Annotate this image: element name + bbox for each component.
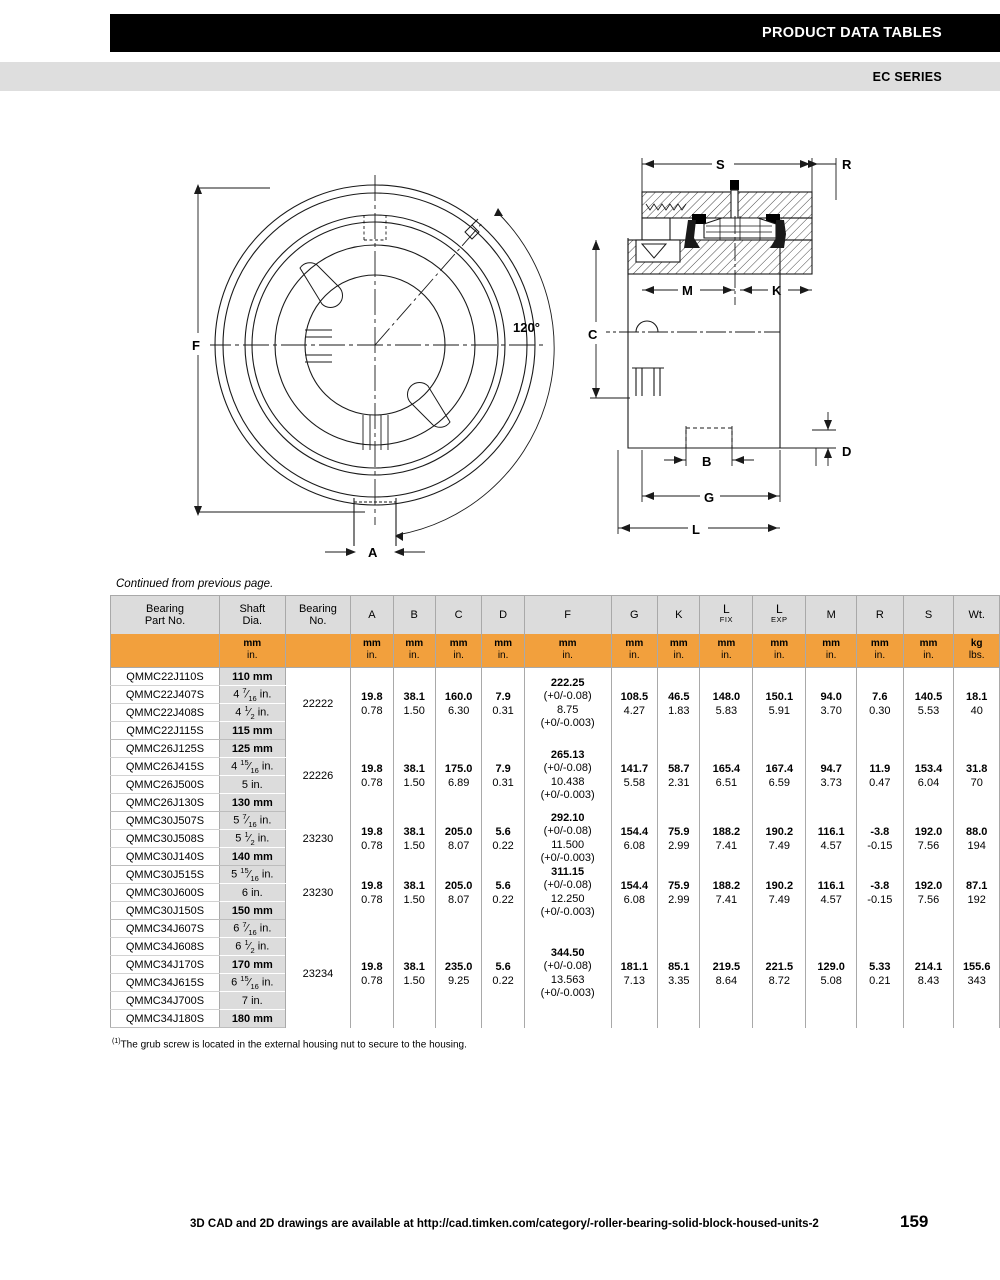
dim-g-cell: 141.7 5.58 — [611, 740, 658, 812]
dim-r-cell: -3.8 -0.15 — [857, 812, 904, 866]
bearing-part-no-cell: QMMC26J125S — [111, 740, 220, 758]
dim-d-cell: 5.6 0.22 — [482, 812, 524, 866]
dim-g-cell: 154.4 6.08 — [611, 812, 658, 866]
dim-lexp-cell: 167.4 6.59 — [753, 740, 806, 812]
shaft-dia-cell: 6 in. — [220, 884, 286, 902]
dim-m-cell: 116.1 4.57 — [806, 866, 857, 920]
column-header-r: R — [857, 596, 904, 634]
dimension-label-A: A — [368, 545, 378, 560]
dim-k-cell: 75.9 2.99 — [658, 812, 700, 866]
dim-g-cell: 181.1 7.13 — [611, 920, 658, 1028]
bearing-part-no-cell: QMMC34J608S — [111, 938, 220, 956]
product-data-tables-banner — [110, 14, 1000, 52]
dim-f-cell: 222.25 (+0/-0.08) 8.75 (+0/-0.003) — [524, 668, 611, 740]
dim-lfix-cell: 148.0 5.83 — [700, 668, 753, 740]
dim-b-cell: 38.1 1.50 — [393, 920, 435, 1028]
bearing-part-no-cell: QMMC22J407S — [111, 686, 220, 704]
bearing-part-no-cell: QMMC22J110S — [111, 668, 220, 686]
dim-m-cell: 94.0 3.70 — [806, 668, 857, 740]
units-cell-10: mm in. — [700, 634, 753, 668]
dim-k-cell: 85.1 3.35 — [658, 920, 700, 1028]
shaft-dia-cell: 4 $^7⁄_{16}$ in. — [220, 686, 286, 704]
shaft-dia-cell: 115 mm — [220, 722, 286, 740]
series-label: EC SERIES — [872, 69, 942, 84]
bearing-part-no-cell: QMMC30J508S — [111, 830, 220, 848]
dim-s-cell: 214.1 8.43 — [903, 920, 954, 1028]
dim-wt-cell: 87.1 192 — [954, 866, 1000, 920]
dim-r-cell: 7.6 0.30 — [857, 668, 904, 740]
dim-lfix-cell: 188.2 7.41 — [700, 866, 753, 920]
column-header-shaft: Shaft Dia. — [220, 596, 286, 634]
bearing-no-cell: 22222 — [285, 668, 351, 740]
dim-r-cell: 11.9 0.47 — [857, 740, 904, 812]
column-header-bearing: Bearing No. — [285, 596, 351, 634]
dimension-label-C: C — [588, 327, 598, 342]
units-cell-13: mm in. — [857, 634, 904, 668]
bearing-part-no-cell: QMMC26J500S — [111, 776, 220, 794]
page-title: PRODUCT DATA TABLES — [762, 25, 942, 41]
dim-a-cell: 19.8 0.78 — [351, 668, 393, 740]
column-header-f: F — [524, 596, 611, 634]
units-cell-11: mm in. — [753, 634, 806, 668]
product-data-table — [110, 595, 1000, 1028]
dim-b-cell: 38.1 1.50 — [393, 866, 435, 920]
dim-k-cell: 46.5 1.83 — [658, 668, 700, 740]
dim-b-cell: 38.1 1.50 — [393, 740, 435, 812]
bearing-part-no-cell: QMMC30J515S — [111, 866, 220, 884]
table-head — [111, 596, 1000, 668]
dim-wt-cell: 88.0 194 — [954, 812, 1000, 866]
dim-lexp-cell: 221.5 8.72 — [753, 920, 806, 1028]
product-data-table-wrapper — [110, 595, 1000, 1028]
footnote-marker: (1) — [112, 1038, 121, 1045]
dim-lexp-cell: 190.2 7.49 — [753, 866, 806, 920]
dim-wt-cell: 155.6 343 — [954, 920, 1000, 1028]
footnote-text: The grub screw is located in the external housing nut to secure to the housing. — [120, 1039, 467, 1051]
dim-f-cell: 265.13 (+0/-0.08) 10.438 (+0/-0.003) — [524, 740, 611, 812]
dim-r-cell: -3.8 -0.15 — [857, 866, 904, 920]
table-row — [111, 812, 1000, 830]
shaft-dia-cell: 7 in. — [220, 992, 286, 1010]
dim-s-cell: 192.0 7.56 — [903, 866, 954, 920]
dim-k-cell: 58.7 2.31 — [658, 740, 700, 812]
dim-f-cell: 344.50 (+0/-0.08) 13.563 (+0/-0.003) — [524, 920, 611, 1028]
dim-d-cell: 7.9 0.31 — [482, 740, 524, 812]
units-cell-7: mm in. — [524, 634, 611, 668]
dimension-label-S: S — [716, 157, 725, 172]
shaft-dia-cell: 5 $^{15}⁄_{16}$ in. — [220, 866, 286, 884]
column-header-bearing: Bearing Part No. — [111, 596, 220, 634]
dim-lfix-cell: 188.2 7.41 — [700, 812, 753, 866]
units-cell-5: mm in. — [435, 634, 482, 668]
column-header-c: C — [435, 596, 482, 634]
bearing-part-no-cell: QMMC30J140S — [111, 848, 220, 866]
bearing-part-no-cell: QMMC34J615S — [111, 974, 220, 992]
shaft-dia-cell: 5 $^7⁄_{16}$ in. — [220, 812, 286, 830]
dim-s-cell: 153.4 6.04 — [903, 740, 954, 812]
bearing-no-cell: 23230 — [285, 812, 351, 866]
column-header-l-exp: L EXP — [753, 596, 806, 634]
dim-wt-cell: 18.1 40 — [954, 668, 1000, 740]
bearing-part-no-cell: QMMC26J415S — [111, 758, 220, 776]
footnote — [112, 1038, 467, 1050]
shaft-dia-cell: 5 in. — [220, 776, 286, 794]
shaft-dia-cell: 170 mm — [220, 956, 286, 974]
table-row — [111, 920, 1000, 938]
dim-b-cell: 38.1 1.50 — [393, 668, 435, 740]
dim-g-cell: 108.5 4.27 — [611, 668, 658, 740]
bearing-part-no-cell: QMMC34J700S — [111, 992, 220, 1010]
dim-lexp-cell: 190.2 7.49 — [753, 812, 806, 866]
shaft-dia-cell: 6 $^{15}⁄_{16}$ in. — [220, 974, 286, 992]
shaft-dia-cell: 5 $^1⁄_2$ in. — [220, 830, 286, 848]
bearing-part-no-cell: QMMC22J115S — [111, 722, 220, 740]
bearing-part-no-cell: QMMC30J507S — [111, 812, 220, 830]
dim-g-cell: 154.4 6.08 — [611, 866, 658, 920]
shaft-dia-cell: 4 $^1⁄_2$ in. — [220, 704, 286, 722]
shaft-dia-cell: 140 mm — [220, 848, 286, 866]
shaft-dia-cell: 130 mm — [220, 794, 286, 812]
column-header-k: K — [658, 596, 700, 634]
units-cell-14: mm in. — [903, 634, 954, 668]
dim-d-cell: 7.9 0.31 — [482, 668, 524, 740]
bearing-part-no-cell: QMMC34J180S — [111, 1010, 220, 1028]
dim-d-cell: 5.6 0.22 — [482, 920, 524, 1028]
dimension-label-M: M — [682, 283, 693, 298]
units-cell-8: mm in. — [611, 634, 658, 668]
shaft-dia-cell: 150 mm — [220, 902, 286, 920]
dim-d-cell: 5.6 0.22 — [482, 866, 524, 920]
bearing-no-cell: 23230 — [285, 866, 351, 920]
column-header-s: S — [903, 596, 954, 634]
dim-c-cell: 175.0 6.89 — [435, 740, 482, 812]
dim-wt-cell: 31.8 70 — [954, 740, 1000, 812]
dim-m-cell: 129.0 5.08 — [806, 920, 857, 1028]
dim-c-cell: 235.0 9.25 — [435, 920, 482, 1028]
dim-m-cell: 94.7 3.73 — [806, 740, 857, 812]
dimension-label-B: B — [702, 454, 712, 469]
continued-from-previous-page-note: Continued from previous page. — [116, 578, 274, 590]
shaft-dia-cell: 180 mm — [220, 1010, 286, 1028]
column-header-g: G — [611, 596, 658, 634]
units-cell-9: mm in. — [658, 634, 700, 668]
bearing-part-no-cell: QMMC26J130S — [111, 794, 220, 812]
bearing-no-cell: 23234 — [285, 920, 351, 1028]
bearing-no-cell: 22226 — [285, 740, 351, 812]
dimension-label-L: L — [692, 522, 700, 537]
dimension-label-D: D — [842, 444, 852, 459]
dimension-label-G: G — [704, 490, 715, 505]
column-header-row — [111, 596, 1000, 634]
table-row — [111, 740, 1000, 758]
units-cell-2 — [285, 634, 351, 668]
dim-c-cell: 205.0 8.07 — [435, 812, 482, 866]
dim-f-cell: 292.10 (+0/-0.08) 11.500 (+0/-0.003) — [524, 812, 611, 866]
shaft-dia-cell: 4 $^{15}⁄_{16}$ in. — [220, 758, 286, 776]
units-cell-12: mm in. — [806, 634, 857, 668]
shaft-dia-cell: 110 mm — [220, 668, 286, 686]
dimension-label-F: F — [192, 338, 200, 353]
footer-cad-link[interactable]: 3D CAD and 2D drawings are available at http://cad.timken.com/category/-roller-bearing-solid-block-housed-units-2 — [190, 1218, 819, 1230]
column-header-a: A — [351, 596, 393, 634]
dim-s-cell: 140.5 5.53 — [903, 668, 954, 740]
table-body — [111, 668, 1000, 1028]
dim-a-cell: 19.8 0.78 — [351, 812, 393, 866]
column-header-d: D — [482, 596, 524, 634]
column-header-b: B — [393, 596, 435, 634]
dim-m-cell: 116.1 4.57 — [806, 812, 857, 866]
units-cell-3: mm in. — [351, 634, 393, 668]
dim-b-cell: 38.1 1.50 — [393, 812, 435, 866]
bearing-part-no-cell: QMMC30J150S — [111, 902, 220, 920]
column-header-l-fix: L FIX — [700, 596, 753, 634]
technical-drawings — [0, 140, 1000, 570]
bearing-cross-section-drawing — [580, 140, 900, 570]
dim-k-cell: 75.9 2.99 — [658, 866, 700, 920]
dim-c-cell: 205.0 8.07 — [435, 866, 482, 920]
dim-f-cell: 311.15 (+0/-0.08) 12.250 (+0/-0.003) — [524, 866, 611, 920]
dim-a-cell: 19.8 0.78 — [351, 920, 393, 1028]
dim-lfix-cell: 219.5 8.64 — [700, 920, 753, 1028]
bearing-part-no-cell: QMMC30J600S — [111, 884, 220, 902]
shaft-dia-cell: 6 $^1⁄_2$ in. — [220, 938, 286, 956]
dim-a-cell: 19.8 0.78 — [351, 866, 393, 920]
dim-lexp-cell: 150.1 5.91 — [753, 668, 806, 740]
shaft-dia-cell: 125 mm — [220, 740, 286, 758]
units-cell-4: mm in. — [393, 634, 435, 668]
table-row — [111, 866, 1000, 884]
bearing-part-no-cell: QMMC34J170S — [111, 956, 220, 974]
page-number: 159 — [900, 1212, 929, 1231]
dimension-label-K: K — [772, 283, 782, 298]
units-header-row — [111, 634, 1000, 668]
units-cell-1: mm in. — [220, 634, 286, 668]
series-banner — [0, 62, 1000, 91]
dim-lfix-cell: 165.4 6.51 — [700, 740, 753, 812]
table-row — [111, 668, 1000, 686]
dimension-label-R: R — [842, 157, 852, 172]
bearing-face-view-drawing — [150, 140, 570, 560]
bearing-part-no-cell: QMMC34J607S — [111, 920, 220, 938]
dim-r-cell: 5.33 0.21 — [857, 920, 904, 1028]
angle-label-120: 120° — [513, 320, 540, 335]
bearing-part-no-cell: QMMC22J408S — [111, 704, 220, 722]
units-cell-6: mm in. — [482, 634, 524, 668]
column-header-wt: Wt. — [954, 596, 1000, 634]
dim-a-cell: 19.8 0.78 — [351, 740, 393, 812]
dim-c-cell: 160.0 6.30 — [435, 668, 482, 740]
units-cell-15: kg lbs. — [954, 634, 1000, 668]
dim-s-cell: 192.0 7.56 — [903, 812, 954, 866]
column-header-m: M — [806, 596, 857, 634]
shaft-dia-cell: 6 $^7⁄_{16}$ in. — [220, 920, 286, 938]
units-cell-0 — [111, 634, 220, 668]
